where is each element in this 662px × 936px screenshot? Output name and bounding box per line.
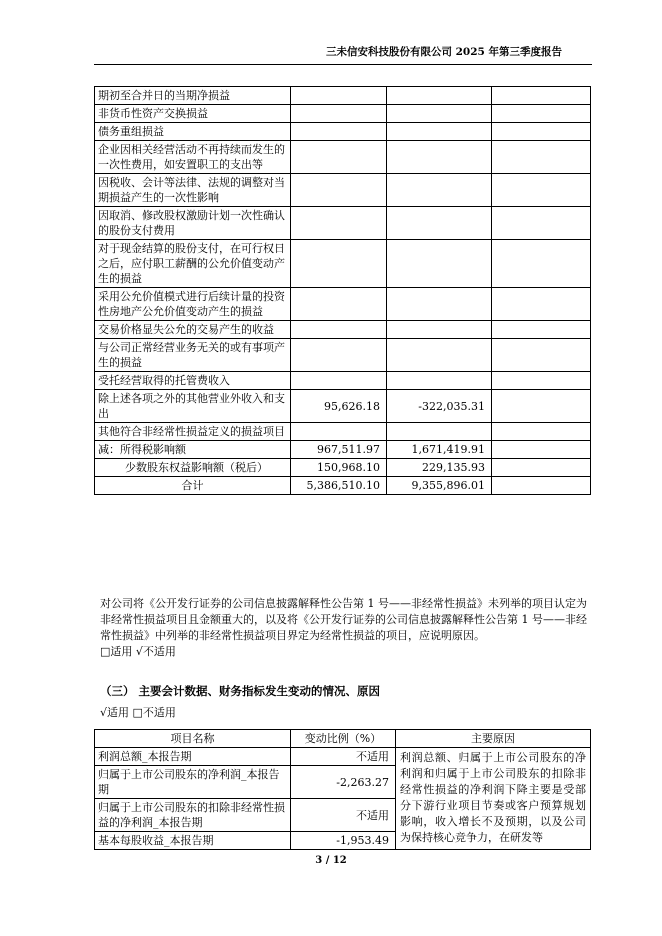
ytd-cell (387, 372, 492, 390)
table-row (95, 240, 591, 288)
note-cell (492, 459, 591, 477)
note-cell (492, 123, 591, 141)
ratio-cell: 不适用 (291, 748, 396, 766)
note-cell (492, 105, 591, 123)
non-recurring-gains-table (94, 86, 591, 495)
note-cell (492, 141, 591, 174)
note-cell (492, 372, 591, 390)
current-cell (291, 372, 387, 390)
ytd-cell (387, 123, 492, 141)
current-cell: 967,511.97 (291, 441, 387, 459)
current-cell (291, 321, 387, 339)
current-cell: 95,626.18 (291, 390, 387, 423)
current-cell (291, 141, 387, 174)
table-row (95, 288, 591, 321)
current-cell (291, 339, 387, 372)
ytd-cell (387, 423, 492, 441)
table-row (95, 87, 591, 105)
change-reasons-table (94, 729, 591, 850)
item-cell: 减：所得税影响额 (95, 441, 291, 459)
ytd-cell (387, 240, 492, 288)
page-number: 3 / 12 (315, 855, 347, 866)
applicability-options-2: √适用 □不适用 (100, 706, 176, 719)
ratio-cell: 不适用 (291, 799, 396, 832)
item-cell: 期初至合并日的当期净损益 (95, 87, 291, 105)
section-3-title: （三） 主要会计数据、财务指标发生变动的情况、原因 (100, 684, 381, 698)
current-cell (291, 87, 387, 105)
explanation-paragraph: 对公司将《公开发行证券的公司信息披露解释性公告第 1 号——非经常性损益》未列举的项目认定为非经常性损益项目且金额重大的，以及将《公开发行证券的公司信息披露解释性公告第 1 号——非经常性损益》中列举的非经常性损益项目界定为经常性损益的项目，应说明原因。 (100, 597, 587, 642)
item-cell: 归属于上市公司股东的扣除非经常性损益的净利润_本报告期 (95, 799, 291, 832)
note-cell (492, 441, 591, 459)
table-row (95, 748, 591, 766)
table-row (95, 174, 591, 207)
table-row (95, 390, 591, 423)
item-cell: 非货币性资产交换损益 (95, 105, 291, 123)
item-cell: 因税收、会计等法律、法规的调整对当期损益产生的一次性影响 (95, 174, 291, 207)
note-cell (492, 174, 591, 207)
item-cell: 对于现金结算的股份支付，在可行权日之后，应付职工薪酬的公允价值变动产生的损益 (95, 240, 291, 288)
item-cell: 合计 (95, 477, 291, 495)
table-row (95, 459, 591, 477)
page-header (94, 44, 592, 65)
item-cell: 除上述各项之外的其他营业外收入和支出 (95, 390, 291, 423)
table-row (95, 141, 591, 174)
item-cell: 采用公允价值模式进行后续计量的投资性房地产公允价值变动产生的损益 (95, 288, 291, 321)
table-row (95, 207, 591, 240)
table-row (95, 423, 591, 441)
table-row (95, 477, 591, 495)
ytd-cell (387, 87, 492, 105)
item-cell: 基本每股收益_本报告期 (95, 832, 291, 850)
ytd-cell (387, 174, 492, 207)
current-cell (291, 207, 387, 240)
item-cell: 企业因相关经营活动不再持续而发生的一次性费用，如安置职工的支出等 (95, 141, 291, 174)
report-title: 三未信安科技股份有限公司 2025 年第三季度报告 (325, 46, 562, 58)
ytd-cell: 1,671,419.91 (387, 441, 492, 459)
ratio-cell: -2,263.27 (291, 766, 396, 799)
item-cell: 因取消、修改股权激励计划一次性确认的股份支付费用 (95, 207, 291, 240)
ratio-cell: -1,953.49 (291, 832, 396, 850)
ytd-cell (387, 105, 492, 123)
ytd-cell (387, 207, 492, 240)
item-cell: 交易价格显失公允的交易产生的收益 (95, 321, 291, 339)
item-cell: 归属于上市公司股东的净利润_本报告期 (95, 766, 291, 799)
table-row (95, 321, 591, 339)
ytd-cell (387, 339, 492, 372)
current-cell (291, 174, 387, 207)
current-cell (291, 423, 387, 441)
ytd-cell: 229,135.93 (387, 459, 492, 477)
note-cell (492, 339, 591, 372)
current-cell (291, 123, 387, 141)
item-cell: 其他符合非经常性损益定义的损益项目 (95, 423, 291, 441)
current-cell (291, 288, 387, 321)
table-row (95, 105, 591, 123)
current-cell (291, 105, 387, 123)
ytd-cell (387, 288, 492, 321)
table-header-row (95, 730, 591, 748)
header-change-ratio: 变动比例（%） (291, 730, 396, 748)
table-row (95, 441, 591, 459)
table-row (95, 339, 591, 372)
item-cell: 少数股东权益影响额（税后） (95, 459, 291, 477)
applicability-options-1: □适用 √不适用 (100, 645, 176, 658)
note-cell (492, 321, 591, 339)
table-row (95, 372, 591, 390)
ytd-cell (387, 321, 492, 339)
ytd-cell (387, 141, 492, 174)
ytd-cell: 9,355,896.01 (387, 477, 492, 495)
header-item-name: 项目名称 (95, 730, 291, 748)
item-cell: 利润总额_本报告期 (95, 748, 291, 766)
note-cell (492, 390, 591, 423)
note-cell (492, 423, 591, 441)
current-cell: 5,386,510.10 (291, 477, 387, 495)
item-cell: 债务重组损益 (95, 123, 291, 141)
note-cell (492, 288, 591, 321)
ytd-cell: -322,035.31 (387, 390, 492, 423)
item-cell: 受托经营取得的托管费收入 (95, 372, 291, 390)
note-cell (492, 207, 591, 240)
current-cell (291, 240, 387, 288)
header-main-reason: 主要原因 (396, 730, 591, 748)
reason-cell: 利润总额、归属于上市公司股东的净利润和归属于上市公司股东的扣除非经常性损益的净利润下降主要是受部分下游行业项目节奏或客户预算规划影响，收入增长不及预期，以及公司为保持核心竞争力，在研发等 (396, 748, 591, 850)
note-cell (492, 477, 591, 495)
note-cell (492, 87, 591, 105)
item-cell: 与公司正常经营业务无关的或有事项产生的损益 (95, 339, 291, 372)
note-cell (492, 240, 591, 288)
table-row (95, 123, 591, 141)
current-cell: 150,968.10 (291, 459, 387, 477)
